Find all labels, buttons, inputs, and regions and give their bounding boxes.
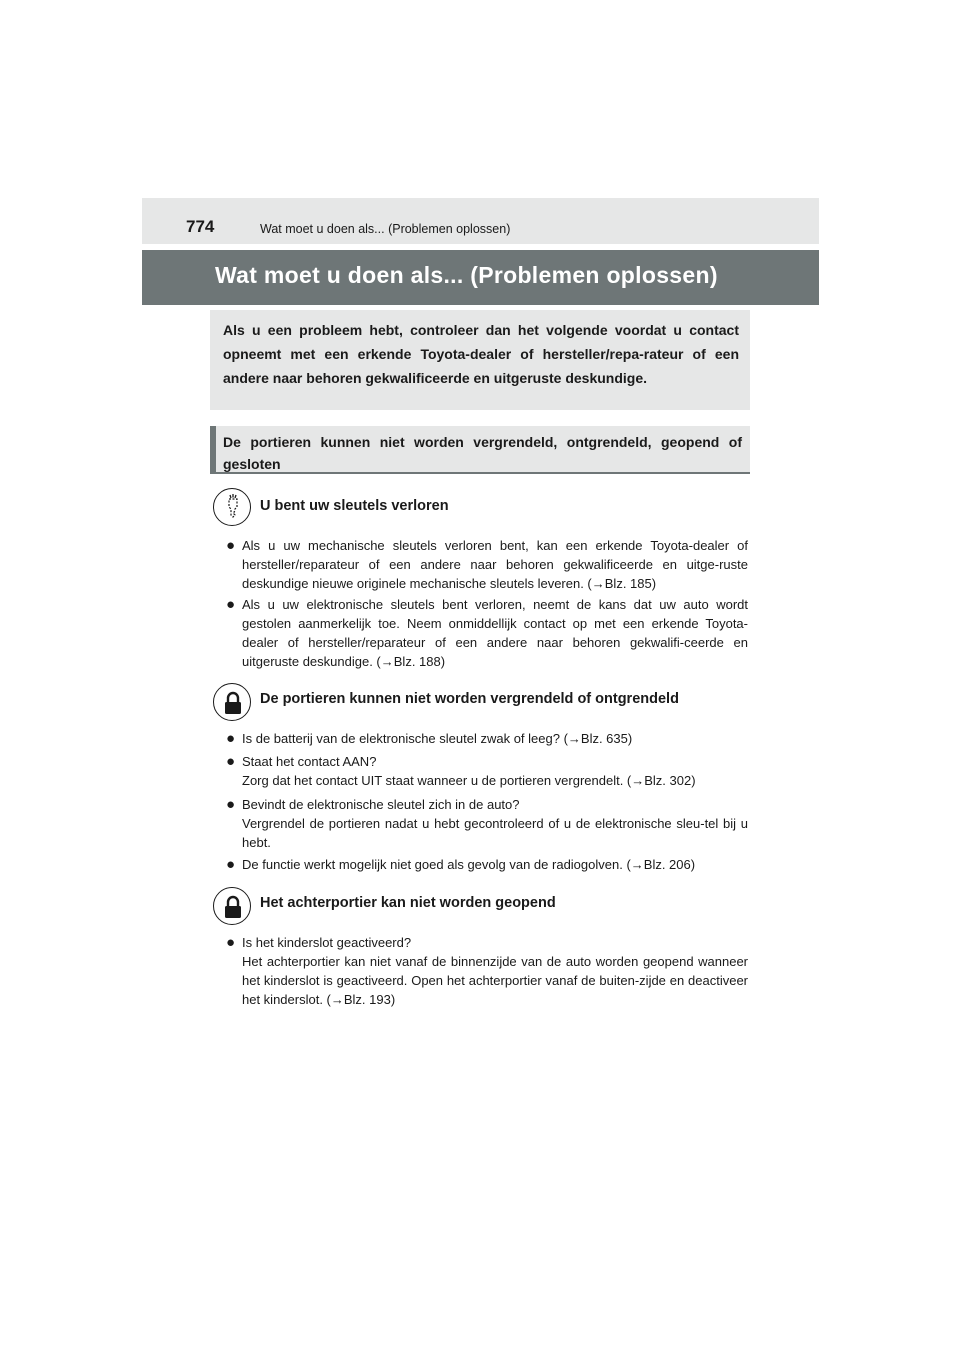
bullet-icon: ● — [226, 934, 236, 951]
list-item: ● Is de batterij van de elektronische sleutel zwak of leeg? (→Blz. 635) — [226, 730, 633, 747]
page-number: 774 — [186, 217, 215, 236]
subsection-title-lost-keys: U bent uw sleutels verloren — [260, 498, 449, 514]
subsection-title-tailgate: Het achterportier kan niet worden geopend — [260, 895, 556, 911]
page-title: Wat moet u doen als... (Problemen oplossen) — [215, 262, 718, 288]
bullet-icon: ● — [226, 537, 236, 554]
bullet-icon: ● — [226, 730, 236, 747]
intro-text: Als u een probleem hebt, controleer dan het volgende voordat u contact opneemt met een erkende Toyota-dealer of hersteller/repa-rateur of een andere naar behoren gekwalificeerde en uitgeruste deskundige. — [223, 322, 739, 386]
key-icon — [213, 488, 251, 526]
list-item: ● Is het kinderslot geactiveerd? Het achterportier kan niet vanaf de binnenzijde van de auto worden geopend wanneer het kinderslot is geactiveerd. Open het achterportier vanaf de buiten-zijde en deactiveer het kinderslot. (→Blz. 193) — [226, 934, 748, 1007]
lock-icon — [213, 683, 251, 721]
list-item: ● Bevindt de elektronische sleutel zich in de auto? Vergrendel de portieren nadat u hebt gecontroleerd of u de elektronische sleu-tel bij u hebt. — [226, 796, 748, 850]
subsection-title-lock: De portieren kunnen niet worden vergrendeld of ontgrendeld — [260, 691, 679, 707]
section-heading: De portieren kunnen niet worden vergrendeld, ontgrendeld, geopend of gesloten — [223, 434, 742, 472]
bullet-icon: ● — [226, 753, 236, 770]
list-item: ● De functie werkt mogelijk niet goed als gevolg van de radiogolven. (→Blz. 206) — [226, 856, 696, 873]
bullet-icon: ● — [226, 856, 236, 873]
bullet-icon: ● — [226, 796, 236, 813]
list-item: ● Staat het contact AAN? Zorg dat het contact UIT staat wanneer u de portieren vergrendelt. (→Blz. 302) — [226, 753, 696, 788]
list-item: ● Als u uw elektronische sleutels bent verloren, neemt de kans dat uw auto wordt gestolen aanmerkelijk toe. Neem onmiddellijk contact op met een erkende Toyota-dealer of hersteller/reparateur of een andere naar behoren gekwalifi-ceerde en uitgeruste deskundige. (→Blz. 188) — [226, 596, 748, 669]
bullet-icon: ● — [226, 596, 236, 613]
header-bar — [142, 198, 819, 244]
running-head: Wat moet u doen als... (Problemen oplossen) — [260, 222, 511, 236]
list-item: ● Als u uw mechanische sleutels verloren bent, kan een erkende Toyota-dealer of hersteller/reparateur of een andere naar behoren gekwalificeerde en uitge-ruste deskundige nieuwe originele mechanische sleutels leveren. (→Blz. 185) — [226, 537, 748, 591]
lock-icon — [213, 887, 251, 925]
